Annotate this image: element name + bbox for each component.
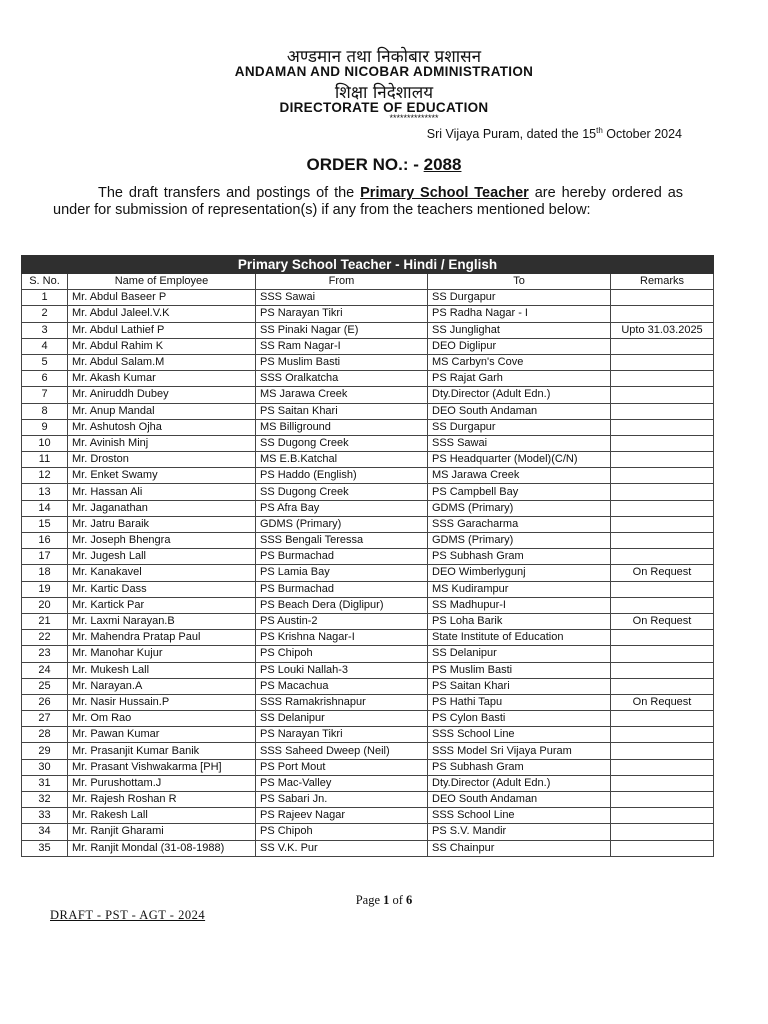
cell-remarks: On Request [611, 565, 714, 581]
intro-part1: The draft transfers and postings of the [98, 185, 361, 201]
cell-to: DEO Wimberlygunj [428, 565, 611, 581]
cell-to: State Institute of Education [428, 630, 611, 646]
cell-name: Mr. Purushottam.J [68, 775, 256, 791]
cell-from: PS Louki Nallah-3 [256, 662, 428, 678]
intro-paragraph [53, 185, 683, 219]
cell-from: SSS Sawai [256, 290, 428, 306]
cell-name: Mr. Rajesh Roshan R [68, 792, 256, 808]
cell-to: DEO Diglipur [428, 338, 611, 354]
cell-sno: 3 [22, 322, 68, 338]
cell-sno: 16 [22, 533, 68, 549]
cell-to: Dty.Director (Adult Edn.) [428, 387, 611, 403]
cell-name: Mr. Abdul Lathief P [68, 322, 256, 338]
cell-sno: 15 [22, 516, 68, 532]
table-row [22, 306, 714, 322]
header-sno: S. No. [22, 274, 68, 290]
cell-name: Mr. Akash Kumar [68, 371, 256, 387]
cell-sno: 29 [22, 743, 68, 759]
cell-remarks [611, 792, 714, 808]
cell-sno: 31 [22, 775, 68, 791]
table-row [22, 613, 714, 629]
cell-remarks [611, 371, 714, 387]
cell-sno: 32 [22, 792, 68, 808]
table-row [22, 452, 714, 468]
cell-name: Mr. Abdul Salam.M [68, 354, 256, 370]
table-row [22, 694, 714, 710]
cell-from: PS Austin-2 [256, 613, 428, 629]
cell-from: PS Beach Dera (Diglipur) [256, 597, 428, 613]
cell-name: Mr. Kanakavel [68, 565, 256, 581]
cell-to: Dty.Director (Adult Edn.) [428, 775, 611, 791]
table-row [22, 630, 714, 646]
cell-from: GDMS (Primary) [256, 516, 428, 532]
cell-to: MS Kudirampur [428, 581, 611, 597]
cell-from: SSS Ramakrishnapur [256, 694, 428, 710]
cell-remarks [611, 516, 714, 532]
table-row [22, 371, 714, 387]
cell-name: Mr. Mahendra Pratap Paul [68, 630, 256, 646]
cell-from: PS Narayan Tikri [256, 727, 428, 743]
date-month-year: October 2024 [602, 127, 682, 142]
directorate-title: DIRECTORATE OF EDUCATION [279, 100, 489, 115]
cell-remarks [611, 290, 714, 306]
cell-to: PS Hathi Tapu [428, 694, 611, 710]
header-from: From [256, 274, 428, 290]
cell-from: SS V.K. Pur [256, 840, 428, 856]
hindi-administration-title: अण्डमान तथा निकोबार प्रशासन [286, 47, 482, 67]
cell-from: PS Krishna Nagar-I [256, 630, 428, 646]
cell-sno: 20 [22, 597, 68, 613]
header-remarks: Remarks [611, 274, 714, 290]
cell-to: PS Muslim Basti [428, 662, 611, 678]
cell-sno: 24 [22, 662, 68, 678]
cell-remarks [611, 597, 714, 613]
cell-sno: 28 [22, 727, 68, 743]
order-number-heading [0, 155, 768, 175]
cell-sno: 2 [22, 306, 68, 322]
cell-from: SS Dugong Creek [256, 484, 428, 500]
cell-name: Mr. Ranjit Mondal (31-08-1988) [68, 840, 256, 856]
cell-remarks [611, 711, 714, 727]
cell-sno: 26 [22, 694, 68, 710]
cell-sno: 9 [22, 419, 68, 435]
table-row [22, 646, 714, 662]
administration-title: ANDAMAN AND NICOBAR ADMINISTRATION [234, 64, 534, 79]
cell-remarks [611, 840, 714, 856]
cell-name: Mr. Ranjit Gharami [68, 824, 256, 840]
cell-to: SS Durgapur [428, 290, 611, 306]
cell-name: Mr. Kartick Par [68, 597, 256, 613]
table-row [22, 516, 714, 532]
cell-to: PS Headquarter (Model)(C/N) [428, 452, 611, 468]
cell-from: SSS Oralkatcha [256, 371, 428, 387]
table-row [22, 597, 714, 613]
cell-remarks [611, 452, 714, 468]
cell-to: PS Saitan Khari [428, 678, 611, 694]
order-label: ORDER NO.: - [306, 155, 424, 174]
cell-remarks: Upto 31.03.2025 [611, 322, 714, 338]
cell-from: PS Haddo (English) [256, 468, 428, 484]
cell-from: MS Jarawa Creek [256, 387, 428, 403]
cell-from: PS Chipoh [256, 824, 428, 840]
table-row [22, 711, 714, 727]
cell-remarks [611, 403, 714, 419]
cell-to: GDMS (Primary) [428, 500, 611, 516]
cell-to: SSS School Line [428, 808, 611, 824]
table-row [22, 678, 714, 694]
table-row [22, 565, 714, 581]
table-row [22, 322, 714, 338]
draft-label: DRAFT - PST - AGT - 2024 [50, 908, 206, 922]
cell-remarks [611, 549, 714, 565]
date-prefix: Sri Vijaya Puram, dated the 15 [426, 127, 597, 142]
cell-remarks [611, 387, 714, 403]
cell-to: SS Durgapur [428, 419, 611, 435]
table-row [22, 840, 714, 856]
cell-to: PS Rajat Garh [428, 371, 611, 387]
table-row [22, 549, 714, 565]
cell-from: PS Burmachad [256, 581, 428, 597]
cell-from: PS Mac-Valley [256, 775, 428, 791]
cell-sno: 5 [22, 354, 68, 370]
header-to: To [428, 274, 611, 290]
page-total: 6 [406, 893, 413, 907]
cell-name: Mr. Rakesh Lall [68, 808, 256, 824]
cell-to: SS Chainpur [428, 840, 611, 856]
cell-remarks [611, 678, 714, 694]
cell-from: SS Dugong Creek [256, 435, 428, 451]
cell-remarks: On Request [611, 613, 714, 629]
cell-sno: 34 [22, 824, 68, 840]
cell-name: Mr. Abdul Jaleel.V.K [68, 306, 256, 322]
cell-remarks: On Request [611, 694, 714, 710]
cell-sno: 14 [22, 500, 68, 516]
cell-sno: 30 [22, 759, 68, 775]
cell-sno: 23 [22, 646, 68, 662]
page-number [0, 893, 768, 908]
table-row [22, 500, 714, 516]
hindi-directorate-title: शिक्षा निदेशालय [334, 83, 434, 103]
table-banner-row [22, 256, 714, 274]
intro-highlight: Primary School Teacher [360, 185, 529, 201]
cell-sno: 7 [22, 387, 68, 403]
table-row [22, 484, 714, 500]
cell-remarks [611, 662, 714, 678]
table-row [22, 533, 714, 549]
cell-sno: 17 [22, 549, 68, 565]
table-row [22, 824, 714, 840]
cell-to: SS Junglighat [428, 322, 611, 338]
intro-part2: are hereby ordered as under for submission of representation(s) if any from the teachers mentioned below: [53, 185, 684, 218]
cell-to: DEO South Andaman [428, 792, 611, 808]
cell-name: Mr. Avinish Minj [68, 435, 256, 451]
cell-from: PS Lamia Bay [256, 565, 428, 581]
cell-from: PS Burmachad [256, 549, 428, 565]
cell-to: SSS Sawai [428, 435, 611, 451]
cell-from: PS Sabari Jn. [256, 792, 428, 808]
cell-from: PS Port Mout [256, 759, 428, 775]
cell-sno: 25 [22, 678, 68, 694]
cell-name: Mr. Abdul Rahim K [68, 338, 256, 354]
page-prefix: Page [355, 893, 384, 907]
cell-to: SSS School Line [428, 727, 611, 743]
page-mid: of [389, 893, 407, 907]
cell-remarks [611, 759, 714, 775]
table-banner: Primary School Teacher - Hindi / English [22, 256, 714, 274]
table-row [22, 808, 714, 824]
cell-name: Mr. Hassan Ali [68, 484, 256, 500]
cell-remarks [611, 484, 714, 500]
cell-remarks [611, 808, 714, 824]
cell-sno: 4 [22, 338, 68, 354]
cell-to: PS Cylon Basti [428, 711, 611, 727]
cell-remarks [611, 775, 714, 791]
cell-name: Mr. Aniruddh Dubey [68, 387, 256, 403]
cell-name: Mr. Narayan.A [68, 678, 256, 694]
cell-remarks [611, 338, 714, 354]
cell-name: Mr. Anup Mandal [68, 403, 256, 419]
cell-name: Mr. Enket Swamy [68, 468, 256, 484]
cell-sno: 27 [22, 711, 68, 727]
table-row [22, 662, 714, 678]
cell-to: MS Carbyn's Cove [428, 354, 611, 370]
cell-to: SS Madhupur-I [428, 597, 611, 613]
cell-remarks [611, 581, 714, 597]
cell-from: SSS Saheed Dweep (Neil) [256, 743, 428, 759]
table-row [22, 759, 714, 775]
cell-sno: 18 [22, 565, 68, 581]
cell-from: PS Rajeev Nagar [256, 808, 428, 824]
cell-from: SS Ram Nagar-I [256, 338, 428, 354]
table-row [22, 792, 714, 808]
table-row [22, 775, 714, 791]
cell-from: SS Delanipur [256, 711, 428, 727]
cell-to: PS Campbell Bay [428, 484, 611, 500]
cell-sno: 19 [22, 581, 68, 597]
table-row [22, 581, 714, 597]
cell-name: Mr. Prasant Vishwakarma [PH] [68, 759, 256, 775]
cell-remarks [611, 419, 714, 435]
cell-from: MS Billiground [256, 419, 428, 435]
page-current: 1 [383, 893, 390, 907]
cell-remarks [611, 500, 714, 516]
cell-name: Mr. Jaganathan [68, 500, 256, 516]
cell-name: Mr. Jugesh Lall [68, 549, 256, 565]
date-line [427, 126, 682, 141]
cell-name: Mr. Droston [68, 452, 256, 468]
table-row [22, 387, 714, 403]
cell-name: Mr. Laxmi Narayan.B [68, 613, 256, 629]
cell-from: PS Afra Bay [256, 500, 428, 516]
cell-name: Mr. Nasir Hussain.P [68, 694, 256, 710]
cell-name: Mr. Jatru Baraik [68, 516, 256, 532]
cell-sno: 10 [22, 435, 68, 451]
cell-to: MS Jarawa Creek [428, 468, 611, 484]
cell-remarks [611, 533, 714, 549]
cell-to: PS Subhash Gram [428, 549, 611, 565]
cell-to: PS Loha Barik [428, 613, 611, 629]
cell-to: GDMS (Primary) [428, 533, 611, 549]
cell-to: PS Subhash Gram [428, 759, 611, 775]
cell-from: SSS Bengali Teressa [256, 533, 428, 549]
cell-name: Mr. Kartic Dass [68, 581, 256, 597]
cell-from: SS Pinaki Nagar (E) [256, 322, 428, 338]
table-row [22, 468, 714, 484]
date-suffix-sup: th [596, 126, 603, 135]
table-row [22, 419, 714, 435]
cell-to: SSS Garacharma [428, 516, 611, 532]
cell-sno: 8 [22, 403, 68, 419]
table-header-row [22, 274, 714, 290]
cell-name: Mr. Prasanjit Kumar Banik [68, 743, 256, 759]
table-row [22, 338, 714, 354]
cell-remarks [611, 468, 714, 484]
cell-name: Mr. Abdul Baseer P [68, 290, 256, 306]
header-name: Name of Employee [68, 274, 256, 290]
cell-sno: 11 [22, 452, 68, 468]
separator-stars: ************** [389, 113, 439, 123]
cell-sno: 35 [22, 840, 68, 856]
cell-remarks [611, 306, 714, 322]
cell-from: PS Narayan Tikri [256, 306, 428, 322]
cell-from: PS Chipoh [256, 646, 428, 662]
cell-from: PS Saitan Khari [256, 403, 428, 419]
cell-from: MS E.B.Katchal [256, 452, 428, 468]
table-row [22, 403, 714, 419]
cell-remarks [611, 630, 714, 646]
table-row [22, 435, 714, 451]
cell-sno: 22 [22, 630, 68, 646]
cell-remarks [611, 354, 714, 370]
cell-sno: 12 [22, 468, 68, 484]
cell-name: Mr. Joseph Bhengra [68, 533, 256, 549]
cell-sno: 33 [22, 808, 68, 824]
table-row [22, 727, 714, 743]
cell-remarks [611, 727, 714, 743]
cell-to: PS S.V. Mandir [428, 824, 611, 840]
cell-from: PS Muslim Basti [256, 354, 428, 370]
cell-sno: 13 [22, 484, 68, 500]
cell-sno: 21 [22, 613, 68, 629]
cell-name: Mr. Om Rao [68, 711, 256, 727]
cell-remarks [611, 743, 714, 759]
cell-remarks [611, 824, 714, 840]
cell-sno: 6 [22, 371, 68, 387]
table-row [22, 354, 714, 370]
cell-remarks [611, 646, 714, 662]
table-row [22, 743, 714, 759]
cell-remarks [611, 435, 714, 451]
cell-name: Mr. Ashutosh Ojha [68, 419, 256, 435]
cell-name: Mr. Mukesh Lall [68, 662, 256, 678]
cell-to: SS Delanipur [428, 646, 611, 662]
cell-to: SSS Model Sri Vijaya Puram [428, 743, 611, 759]
transfer-table [21, 255, 714, 857]
order-number: 2088 [423, 155, 462, 174]
cell-from: PS Macachua [256, 678, 428, 694]
table-row [22, 290, 714, 306]
cell-name: Mr. Manohar Kujur [68, 646, 256, 662]
cell-to: PS Radha Nagar - I [428, 306, 611, 322]
cell-sno: 1 [22, 290, 68, 306]
cell-to: DEO South Andaman [428, 403, 611, 419]
cell-name: Mr. Pawan Kumar [68, 727, 256, 743]
